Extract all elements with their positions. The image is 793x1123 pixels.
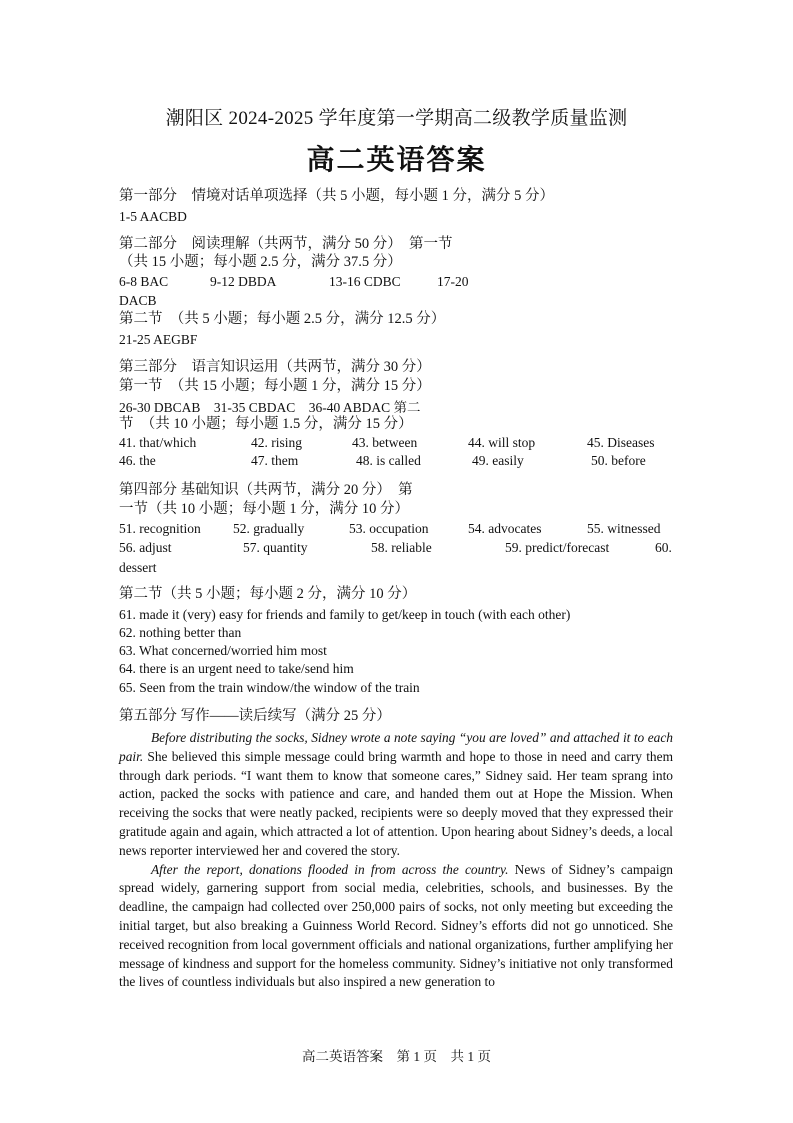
part2-sec1-info: （共 15 小题；每小题 2.5 分，满分 37.5 分） <box>119 254 402 270</box>
paragraph-1-lead: Before distributing the socks, Sidney wrote a note saying “you are loved” and attached it to each pair. <box>119 730 673 764</box>
writing-paragraph-2 <box>119 861 673 993</box>
part3-answer: 50. before <box>591 453 646 468</box>
part3-heading: 第三部分 语言知识运用（共两节，满分 30 分） <box>119 359 431 375</box>
part4-answer: 58. reliable <box>371 540 432 555</box>
paragraph-2-lead: After the report, donations flooded in from across the country. <box>151 861 509 877</box>
part4-sec1-heading: 一节（共 10 小题；每小题 1 分，满分 10 分） <box>119 501 409 517</box>
part4-answer: 53. occupation <box>349 521 429 536</box>
part4-answer-wrap: dessert <box>119 560 157 575</box>
part2-answer-group: 13-16 CDBC <box>329 274 401 289</box>
part3-sec1-answers: 26-30 DBCAB 31-35 CBDAC 36-40 ABDAC 第二 <box>119 400 421 415</box>
part3-answer: 47. them <box>251 453 299 468</box>
part3-sec1-heading: 第一节 （共 15 小题；每小题 1 分，满分 15 分） <box>119 378 431 394</box>
part3-sec2-heading: 节 （共 10 小题；每小题 1.5 分，满分 15 分） <box>119 416 413 432</box>
part1-heading: 第一部分 情境对话单项选择（共 5 小题，每小题 1 分，满分 5 分） <box>119 188 554 204</box>
part2-sec2-heading: 第二节 （共 5 小题；每小题 2.5 分，满分 12.5 分） <box>119 311 446 327</box>
part4-answer: 54. advocates <box>468 521 542 536</box>
part4-answer: 57. quantity <box>243 540 308 555</box>
paragraph-1-body: She believed this simple message could bring warmth and hope to those in need and carry them through dark periods. “I want them to know that someone cares,” Sidney said. Her team sprang into action, packed the socks with patience and care, and handed them out at Hope the Mission. When receiving the socks that were neatly packed, recipients were so deeply moved that they expressed their gratitude again and again, which attracted a lot of attention. Upon hearing about Sidney’s deeds, a local news reporter interviewed her and covered the story. <box>119 748 673 858</box>
part2-answer-wrap: DACB <box>119 293 157 308</box>
sentence-answer: 65. Seen from the train window/the window of the train <box>119 680 420 695</box>
part3-answer: 41. that/which <box>119 435 197 450</box>
part3-answer: 43. between <box>352 435 418 450</box>
part3-answer: 48. is called <box>356 453 421 468</box>
part2-answer-group: 17-20 <box>437 274 469 289</box>
part3-answer: 45. Diseases <box>587 435 655 450</box>
sentence-answer: 61. made it (very) easy for friends and family to get/keep in touch (with each other) <box>119 607 571 622</box>
page-footer: 高二英语答案 第 1 页 共 1 页 <box>302 1049 491 1064</box>
part4-answer: 51. recognition <box>119 521 201 536</box>
part1-answers: 1-5 AACBD <box>119 209 187 224</box>
part4-sec2-heading: 第二节（共 5 小题；每小题 2 分，满分 10 分） <box>119 586 417 602</box>
part2-sec2-answers: 21-25 AEGBF <box>119 332 198 347</box>
writing-sample <box>119 729 673 992</box>
part2-answer-group: 6-8 BAC <box>119 274 169 289</box>
part5-heading: 第五部分 写作——读后续写（满分 25 分） <box>119 708 391 724</box>
part3-answer: 46. the <box>119 453 156 468</box>
part2-heading: 第二部分 阅读理解（共两节，满分 50 分） 第一节 <box>119 236 453 252</box>
part3-answer: 42. rising <box>251 435 303 450</box>
part3-answer: 44. will stop <box>468 435 536 450</box>
part4-answer: 59. predict/forecast <box>505 540 610 555</box>
sentence-answer: 64. there is an urgent need to take/send him <box>119 661 354 676</box>
part3-answer: 49. easily <box>472 453 524 468</box>
part4-answer: 55. witnessed <box>587 521 661 536</box>
paragraph-2-body: News of Sidney’s campaign spread widely, garnering support from social media, celebrities, schools, and businesses. By the deadline, the campaign had collected over 250,000 pairs of socks, not only meeting but exceeding the initial target, but also breaking a Guinness World Record. Sidney’s efforts did not go unnoticed. She received recognition from local government officials and national organizations, further amplifying her message of kindness and support for the homeless community. Sidney’s initiative not only transformed the lives of countless individuals but also inspired a new generation to <box>119 861 673 990</box>
answer-title: 高二英语答案 <box>306 145 487 176</box>
part4-answer: 56. adjust <box>119 540 172 555</box>
part4-heading: 第四部分 基础知识（共两节，满分 20 分） 第 <box>119 482 413 498</box>
part4-answer: 60. <box>655 540 672 555</box>
writing-paragraph-1 <box>119 729 673 861</box>
part2-answer-group: 9-12 DBDA <box>210 274 277 289</box>
sentence-answer: 62. nothing better than <box>119 625 242 640</box>
sentence-answer: 63. What concerned/worried him most <box>119 643 327 658</box>
exam-title: 潮阳区 2024-2025 学年度第一学期高二级教学质量监测 <box>165 108 628 129</box>
part4-answer: 52. gradually <box>233 521 305 536</box>
